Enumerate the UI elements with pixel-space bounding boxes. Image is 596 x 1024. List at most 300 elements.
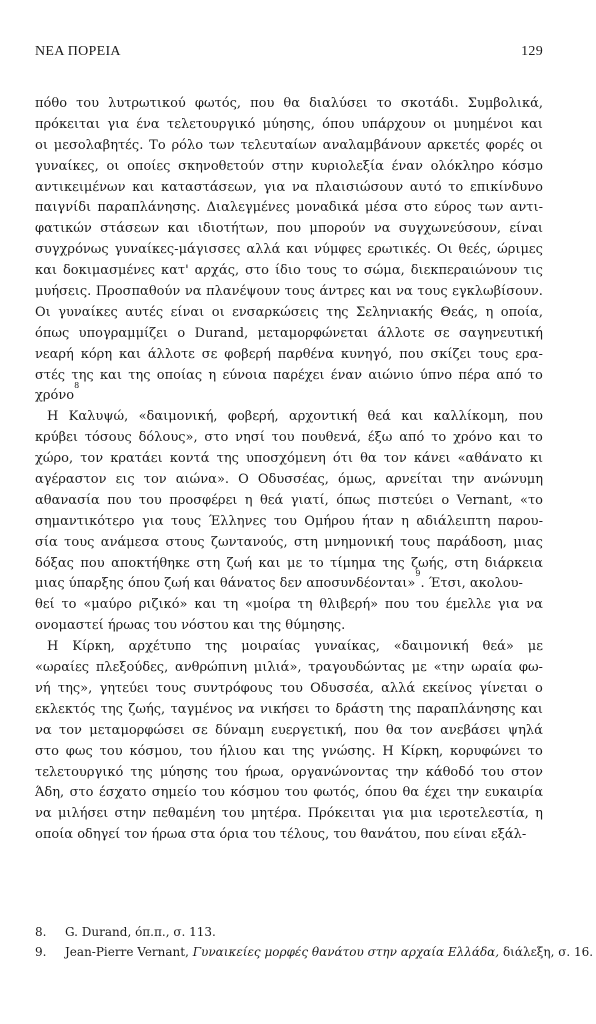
text-line <box>35 470 543 491</box>
word: συγχρόνως <box>35 242 109 258</box>
word: κάνει <box>413 451 451 467</box>
word: «αθάνατο <box>457 451 523 467</box>
word: θα <box>385 722 403 738</box>
footnote-reference[interactable]: 8 <box>74 381 80 391</box>
word: αιώνιο <box>368 367 414 383</box>
text-line <box>35 136 543 157</box>
word: το <box>527 743 543 759</box>
word: μυήσεις. <box>35 284 92 300</box>
word: και <box>520 116 543 132</box>
word: παράδοση, <box>436 534 507 550</box>
word: τις <box>523 263 543 279</box>
word: αυτές <box>125 304 164 320</box>
word: τελετουργικό <box>35 764 124 780</box>
footnote-rest: διάλεξη, σ. 16. <box>502 945 594 959</box>
word: μοιραίας <box>241 639 301 655</box>
word: γυναίκες, <box>35 158 99 174</box>
word: έσχατο <box>98 785 147 801</box>
body-text <box>35 94 543 846</box>
footnote-author: Jean-Pierre Vernant, <box>65 945 189 959</box>
text-line <box>35 763 543 784</box>
word: Κίρκη, <box>72 639 115 655</box>
footnote-number: 8. <box>35 925 47 939</box>
word: Προσπαθούν <box>95 284 181 300</box>
word: ο <box>177 325 186 341</box>
word: νησί <box>235 430 265 446</box>
word: οποία, <box>500 304 543 320</box>
word: που <box>354 722 379 738</box>
word: οποίες <box>127 158 171 174</box>
word: τίμημα <box>330 555 376 571</box>
word: να <box>237 701 255 717</box>
word: για <box>141 513 164 529</box>
word: της <box>382 555 405 571</box>
word: του <box>76 96 100 111</box>
word: διεκπεραιώνουν <box>410 263 518 279</box>
line-text: ονομαστεί ήρωας του νόστου και της θύμησης. <box>35 618 346 634</box>
word: πρόκειται <box>35 116 101 132</box>
word: προσφέρει <box>169 492 238 508</box>
text-line <box>35 366 543 387</box>
word: τους <box>417 284 448 300</box>
word: που <box>80 555 105 571</box>
word: επικίνδυνο <box>469 179 543 195</box>
word: δοκιμασμένες <box>62 263 156 279</box>
word: που <box>399 346 424 362</box>
word: Συμβολικά, <box>467 96 543 111</box>
word: φως <box>65 743 93 759</box>
word: όπως <box>336 492 371 508</box>
word: κυνηγό, <box>340 346 393 362</box>
text-line <box>35 345 543 366</box>
word: έμελλε <box>445 597 491 613</box>
word: αδιάλειπτη <box>416 513 491 529</box>
word: μεσολαβητές. <box>53 137 144 153</box>
word: με <box>527 639 543 655</box>
word: ρόλο <box>171 137 204 153</box>
text-line <box>35 449 543 470</box>
word: εγκλωβίσουν. <box>452 284 543 300</box>
word: Διαλεγμένες <box>206 200 290 216</box>
word: στο <box>245 263 269 279</box>
word: και <box>263 743 286 759</box>
word: νή <box>35 680 51 696</box>
word: σία <box>35 534 58 550</box>
text-line <box>35 303 543 324</box>
word: φω- <box>518 660 543 676</box>
word: γνώσης. <box>321 743 376 759</box>
text-line <box>35 198 543 219</box>
text-line <box>35 219 543 240</box>
word: της <box>216 451 239 467</box>
word: όπου <box>322 116 355 132</box>
word: κοντά <box>169 451 210 467</box>
word: άλλοτε <box>147 346 195 362</box>
word: Έλληνες <box>208 513 267 529</box>
word: στο <box>35 743 59 759</box>
word: έναν <box>391 158 423 174</box>
word: αλλά <box>246 242 281 258</box>
word: στο <box>69 785 94 801</box>
text-line <box>35 595 543 616</box>
word: φωτός, <box>194 96 242 111</box>
word: έναν <box>330 367 363 383</box>
word: Η <box>47 409 59 425</box>
word: του <box>99 743 123 759</box>
word: άλλοτε <box>377 325 425 341</box>
word: ωραία <box>471 660 513 676</box>
word: η <box>535 806 543 822</box>
word: θα <box>402 785 420 801</box>
journal-title: ΝΕΑ ΠΟΡΕΙΑ <box>35 44 121 59</box>
word: εύρος <box>434 200 472 216</box>
word: να <box>35 806 52 822</box>
word: ψηλά <box>507 722 543 738</box>
word: παρθένα <box>277 346 334 362</box>
word: αιώνα». <box>175 472 230 488</box>
text-line <box>35 554 543 575</box>
word: για <box>107 116 129 132</box>
word: για <box>381 806 404 822</box>
word: τον <box>409 722 433 738</box>
word: στη <box>196 555 221 571</box>
word: αρνείται <box>385 472 443 488</box>
word: να <box>291 179 309 195</box>
word: εκείνος <box>422 680 473 696</box>
word: του <box>273 513 297 529</box>
word: υπογραμμίζει <box>78 325 169 341</box>
word: η <box>208 367 217 383</box>
word: γυναίκες-μάγισσες <box>114 242 241 258</box>
word: και <box>498 430 521 446</box>
footnote-text <box>65 942 593 962</box>
word: ριζικό» <box>138 597 188 613</box>
word: παραπλάνησης <box>416 701 516 717</box>
word: πέρα <box>458 367 491 383</box>
footnote-9 <box>35 942 594 962</box>
word: το <box>448 179 464 195</box>
word: την <box>451 472 475 488</box>
word: κόσμο <box>501 158 543 174</box>
word: που <box>250 96 275 111</box>
word: Οδυσσέα, <box>310 680 374 696</box>
word: παρέχει <box>273 367 325 383</box>
word: φωτός, <box>313 785 360 801</box>
line-text: μιας ύπαρξης όπου ζωή και θάνατος δεν αποσυνδέονται» <box>35 576 416 592</box>
word: σημείο <box>151 785 197 801</box>
word: κι <box>529 451 543 467</box>
line-text: χρόνο <box>35 388 75 404</box>
word: συγχωνεύσουν, <box>398 221 502 237</box>
word: «ωραίες <box>35 660 90 676</box>
text-line <box>35 658 543 679</box>
word: γητεύει <box>99 680 149 696</box>
word: φοβερή <box>224 346 271 362</box>
word: κορυφώνει <box>450 743 521 759</box>
text-line <box>35 178 543 199</box>
word: τον <box>59 722 82 738</box>
word: τη <box>223 597 239 613</box>
word: ταγμένος <box>170 701 233 717</box>
word: ιεροτελεστία, <box>438 806 529 822</box>
text-line <box>35 324 543 345</box>
word: στη <box>454 555 479 571</box>
word: Άδη, <box>35 785 65 801</box>
word: αρκετές <box>427 137 480 153</box>
running-header <box>35 44 543 60</box>
word: του <box>215 764 238 780</box>
word: να <box>526 597 543 613</box>
word: αντικειμένων <box>35 179 126 195</box>
word: φοβερή, <box>227 409 279 425</box>
word: τους <box>64 534 95 550</box>
word: αρχάς, <box>194 263 240 279</box>
word: κρατάει <box>110 451 163 467</box>
word: ήρωα, <box>245 764 285 780</box>
word: πλαισιώσουν <box>315 179 404 195</box>
word: Οι <box>436 242 453 258</box>
word: το <box>342 263 358 279</box>
text-line <box>35 157 543 178</box>
word: Θεάς, <box>440 304 479 320</box>
word: χρόνο <box>453 430 493 446</box>
text-line <box>35 491 543 512</box>
word: πιστεύει <box>377 492 435 508</box>
word: για <box>497 597 520 613</box>
footnote-number: 9. <box>35 945 47 959</box>
word: ανεβάσει <box>440 722 501 738</box>
text-line <box>35 721 543 742</box>
word: εις <box>115 472 135 488</box>
word: των <box>208 137 235 153</box>
word: να <box>396 284 413 300</box>
word: χώρο, <box>35 451 74 467</box>
word: της <box>128 367 151 383</box>
word: ο <box>535 680 543 696</box>
word: μοναδικά <box>295 200 359 216</box>
footnote-text: G. Durand, όπ.π., σ. 113. <box>65 925 216 939</box>
text-line <box>35 616 543 637</box>
word: διαλύσει <box>309 96 368 111</box>
word: τους <box>284 284 315 300</box>
word: δόξας <box>35 555 74 571</box>
word: Η <box>47 639 59 655</box>
word: θεά» <box>482 639 514 655</box>
word: Ο <box>238 472 249 488</box>
word: των <box>477 200 504 216</box>
word: παιγνίδι <box>35 200 92 216</box>
word: της <box>326 304 349 320</box>
word: τελετουργικό <box>167 116 256 132</box>
word: σαγηνευτική <box>458 325 543 341</box>
word: όμως, <box>338 472 377 488</box>
word: από <box>399 430 425 446</box>
word: που <box>276 221 302 237</box>
word: και <box>258 555 281 571</box>
word: ευκαιρία <box>484 785 543 801</box>
word: στη <box>294 534 318 550</box>
word: του <box>416 597 439 613</box>
word: Οι <box>35 304 51 320</box>
word: σε <box>433 325 450 341</box>
word: ήταν <box>362 513 394 529</box>
word: μεταμορφώσει <box>89 722 185 738</box>
word: της <box>291 743 315 759</box>
word: δράστη <box>335 701 384 717</box>
word: μια <box>409 806 433 822</box>
word: νεαρή <box>35 346 74 362</box>
word: και <box>520 701 543 717</box>
word: του <box>481 764 504 780</box>
word: Durand, <box>194 325 249 341</box>
word: σε <box>201 346 218 362</box>
text-line <box>35 825 543 846</box>
word: ολόκληρο <box>430 158 495 174</box>
word: με <box>287 555 303 571</box>
word: λυτρωτικού <box>108 96 186 111</box>
word: της», <box>57 680 93 696</box>
word: του <box>202 785 225 801</box>
word: άντρες <box>319 284 366 300</box>
word: τελευταίων <box>240 137 317 153</box>
text-line <box>35 783 543 804</box>
word: «το <box>520 492 543 508</box>
word: θεί <box>35 597 55 613</box>
word: αρχοντική <box>288 409 358 425</box>
word: ιδιοτήτων, <box>197 221 269 237</box>
word: του <box>138 492 162 508</box>
word: οργανώνοντας <box>291 764 389 780</box>
word: έχει <box>424 785 451 801</box>
word: μυημένοι <box>453 116 514 132</box>
word: και <box>286 242 309 258</box>
word: οι <box>35 137 48 153</box>
text-line <box>35 381 543 407</box>
footnote-book-title: Γυναικείες μορφές θανάτου στην αρχαία Ελλάδα, <box>192 945 500 959</box>
word: καλλίκομη, <box>433 409 509 425</box>
word: το <box>431 430 447 446</box>
word: να <box>35 722 52 738</box>
word: κόσμου, <box>129 743 183 759</box>
word: να <box>184 284 202 300</box>
word: του <box>279 680 303 696</box>
word: εύνοια <box>222 367 267 383</box>
word: τους <box>306 263 337 279</box>
word: του <box>271 430 295 446</box>
word: Vernant, <box>456 492 513 508</box>
word: τη <box>297 597 313 613</box>
word: και <box>132 179 155 195</box>
word: και <box>99 367 122 383</box>
word: η <box>244 492 253 508</box>
word: «δαιμονική, <box>138 409 218 425</box>
text-line <box>35 804 543 825</box>
word: στην <box>114 806 147 822</box>
word: Καλυψώ, <box>68 409 129 425</box>
text-line <box>35 512 543 533</box>
word: τον <box>143 472 167 488</box>
text-line <box>35 700 543 721</box>
word: Κίρκη, <box>400 743 444 759</box>
word: ότι <box>332 451 353 467</box>
page-number: 129 <box>521 44 543 59</box>
word: μιας <box>513 534 543 550</box>
word: φατικών <box>35 221 92 237</box>
word: αναλαμβάνουν <box>322 137 422 153</box>
word: ένα <box>136 116 160 132</box>
word: τον <box>80 451 104 467</box>
text-line <box>35 115 543 136</box>
word: και <box>194 597 217 613</box>
word: σκίζει <box>430 346 472 362</box>
word: την <box>395 764 419 780</box>
word: ζωής, <box>128 701 166 717</box>
word: και <box>401 409 424 425</box>
word: θεά <box>259 492 284 508</box>
text-line <box>35 261 543 282</box>
word: «την <box>433 660 465 676</box>
word: νύμφες <box>314 242 362 258</box>
word: «μαύρο <box>83 597 132 613</box>
word: μέσα <box>364 200 398 216</box>
word: μπορούν <box>309 221 366 237</box>
word: φορές <box>485 137 525 153</box>
word: θεές, <box>458 242 492 258</box>
word: αποκτήθηκε <box>111 555 190 571</box>
text-line <box>35 637 543 658</box>
word: και <box>167 221 190 237</box>
footnote-reference[interactable]: 9 <box>415 569 421 579</box>
text-line <box>35 407 543 428</box>
word: πόθο <box>35 96 68 111</box>
word: έξω <box>367 430 393 446</box>
word: είναι <box>170 304 205 320</box>
word: στο <box>204 430 229 446</box>
word: αγέραστον <box>35 472 107 488</box>
word: από <box>496 367 522 383</box>
word: ίδιο <box>274 263 301 279</box>
word: Σεληνιακής <box>356 304 433 320</box>
word: και <box>35 263 58 279</box>
word: το <box>527 367 543 383</box>
word: αρχέτυπο <box>128 639 192 655</box>
word: θλιβερή» <box>319 597 379 613</box>
word: σκηνοθετούν <box>178 158 265 174</box>
word: τους <box>170 513 202 529</box>
word: υπάρχουν <box>361 116 426 132</box>
text-line <box>35 569 543 595</box>
word: και <box>369 284 392 300</box>
word: θα <box>283 96 301 111</box>
word: στο <box>403 200 428 216</box>
word: το <box>61 597 77 613</box>
word: θεά <box>367 409 391 425</box>
word: δύναμη <box>215 722 264 738</box>
word: νικήσει <box>259 701 310 717</box>
word: ο <box>441 492 450 508</box>
word: είναι <box>509 221 543 237</box>
word: πλανέψουν <box>206 284 281 300</box>
text-line <box>35 94 543 115</box>
word: αλλά <box>381 680 416 696</box>
word: υποσχόμενη <box>246 451 326 467</box>
word: της <box>100 701 123 717</box>
word: οι <box>106 158 120 174</box>
word: σώμα, <box>363 263 405 279</box>
word: οι <box>433 116 447 132</box>
word: να <box>373 221 391 237</box>
word: οι <box>530 137 543 153</box>
